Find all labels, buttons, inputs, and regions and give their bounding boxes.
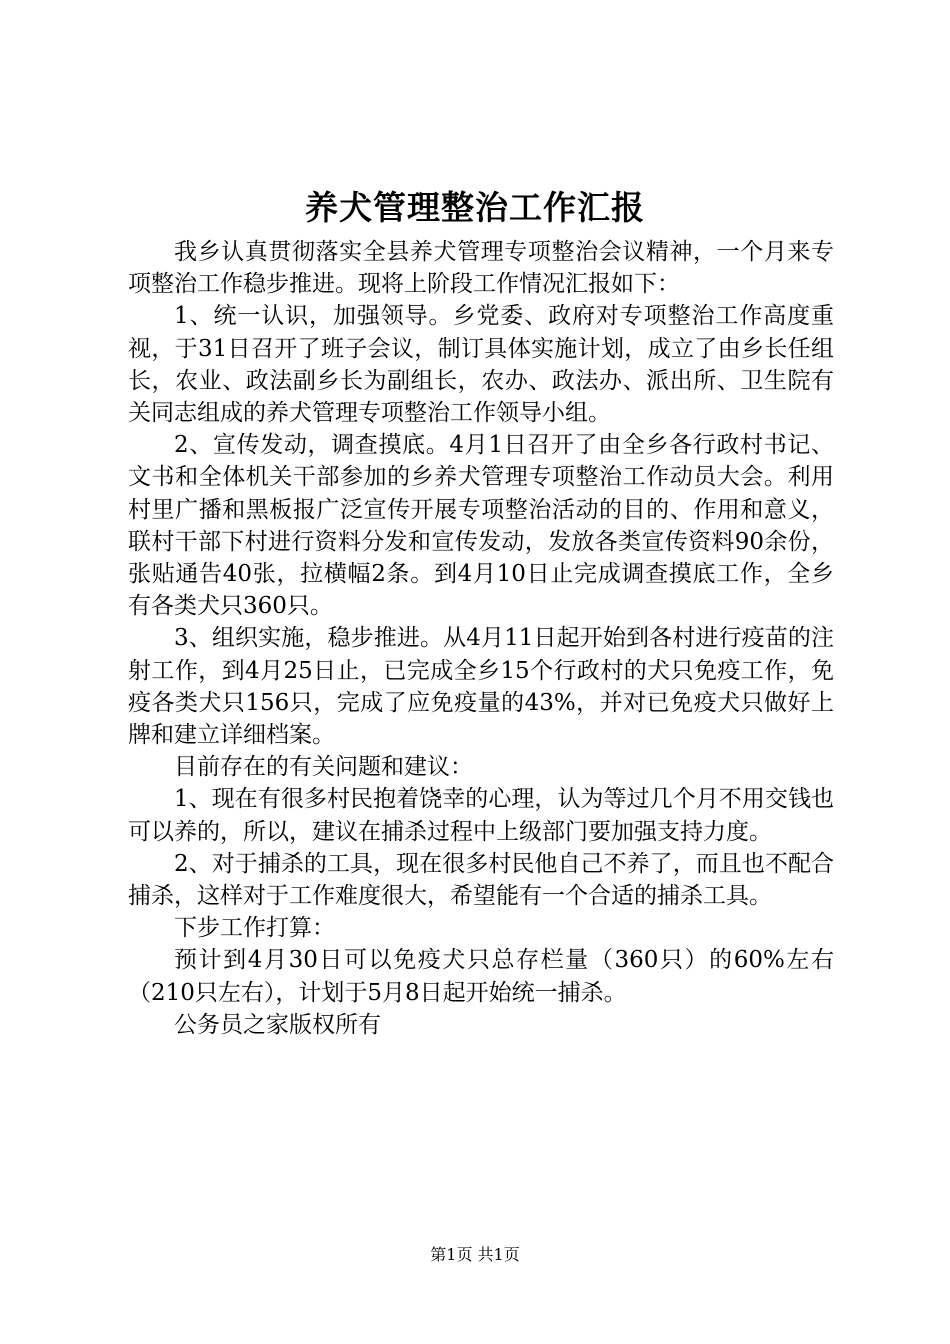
- paragraph-plan-heading: 下步工作打算：: [174, 915, 335, 942]
- document-body: [128, 236, 834, 1041]
- paragraph-item-1: 1、统一认识，加强领导。乡党委、政府对专项整治工作高度重视，于31日召开了班子会议，制订具体实施计划，成立了由乡长任组长，农业、政法副乡长为副组长，农办、政法办、派出所、卫生院有关同志组成的养犬管理专项整治工作领导小组。: [128, 303, 834, 427]
- paragraph-plan: 预计到4月30日可以免疫犬只总存栏量（360只）的60%左右（210只左右），计划于5月8日起开始统一捕杀。: [128, 947, 834, 1006]
- paragraph-item-3: 3、组织实施，稳步推进。从4月11日起开始到各村进行疫苗的注射工作，到4月25日止，已完成全乡15个行政村的犬只免疫工作，免疫各类犬只156只，完成了应免疫量的43%，并对已免疫犬只做好上牌和建立详细档案。: [128, 625, 834, 749]
- paragraph-issue-1: 1、现在有很多村民抱着饶幸的心理，认为等过几个月不用交钱也可以养的，所以，建议在捕杀过程中上级部门要加强支持力度。: [128, 786, 834, 845]
- paragraph-issue-2: 2、对于捕杀的工具，现在很多村民他自己不养了，而且也不配合捕杀，这样对于工作难度很大，希望能有一个合适的捕杀工具。: [128, 850, 834, 910]
- paragraph-issues-heading: 目前存在的有关问题和建议：: [174, 754, 473, 781]
- paragraph-copyright: 公务员之家版权所有: [174, 1011, 381, 1038]
- page-footer: 第1页 共1页: [430, 1245, 520, 1264]
- paragraph-intro: 我乡认真贯彻落实全县养犬管理专项整治会议精神，一个月来专项整治工作稳步推进。现将上阶段工作情况汇报如下：: [128, 239, 834, 298]
- paragraph-item-2: 2、宣传发动，调查摸底。4月1日召开了由全乡各行政村书记、文书和全体机关干部参加的乡养犬管理专项整治工作动员大会。利用村里广播和黑板报广泛宣传开展专项整治活动的目的、作用和意义，联村干部下村进行资料分发和宣传发动，发放各类宣传资料90余份，张贴通告40张，拉横幅2条。到4月10日止完成调查摸底工作，全乡有各类犬只360只。: [128, 432, 834, 620]
- document-title: 养犬管理整治工作汇报: [305, 188, 645, 227]
